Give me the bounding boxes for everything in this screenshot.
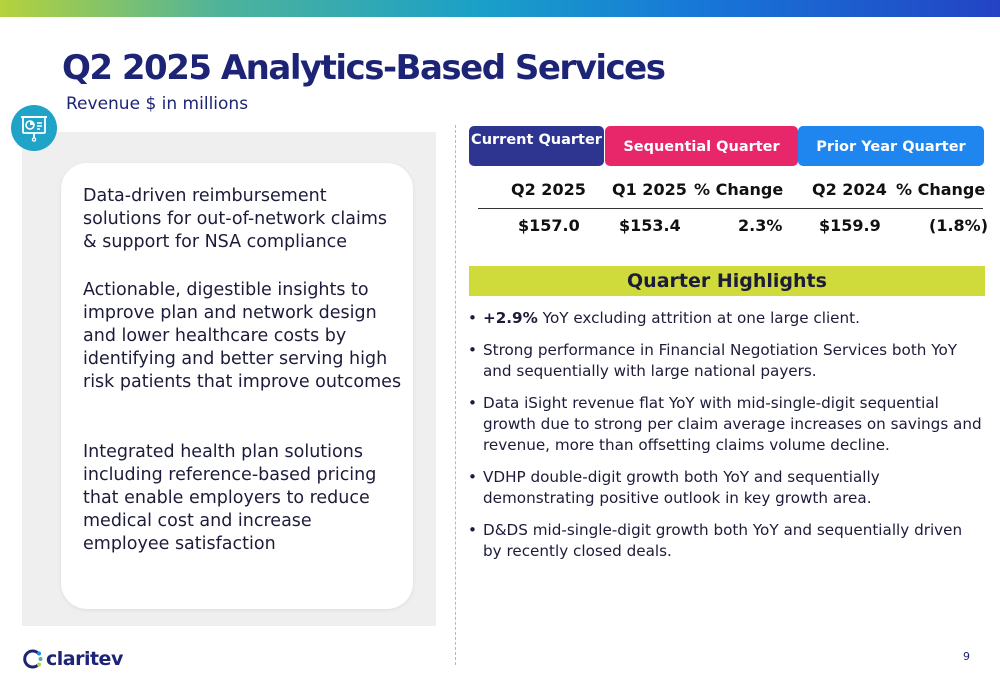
column-header-sequential-change: % Change	[694, 180, 784, 199]
highlights-title: Quarter Highlights	[627, 270, 827, 292]
claritev-logo	[22, 648, 123, 670]
column-header-q1-2025: Q1 2025	[612, 180, 687, 199]
column-header-q2-2024: Q2 2024	[812, 180, 887, 199]
header-current-quarter: Current Quarter	[469, 126, 604, 166]
highlight-item	[464, 308, 984, 329]
value-yoy-change: (1.8%)	[929, 216, 988, 235]
header-sequential-quarter: Sequential Quarter	[605, 126, 798, 166]
highlight-item: • D&DS mid-single-digit growth both YoY and sequentially driven by recently closed deals.	[464, 520, 984, 562]
value-q1-2025: $153.4	[619, 216, 681, 235]
highlights-title-bar	[469, 266, 985, 296]
highlight-item: • Strong performance in Financial Negotiation Services both YoY and sequentially with large national payers.	[464, 340, 984, 382]
column-header-yoy-change: % Change	[896, 180, 986, 199]
logo-wordmark: claritev	[46, 648, 123, 670]
page-title: Q2 2025 Analytics-Based Services	[62, 48, 665, 88]
presentation-chart-icon	[11, 105, 57, 151]
highlight-item: • Data iSight revenue flat YoY with mid-single-digit sequential growth due to strong per claim average increases on savings and revenue, more than offsetting claims volume decline.	[464, 393, 984, 456]
highlight-growth-text: YoY excluding attrition at one large client.	[537, 309, 860, 327]
page-number: 9	[963, 650, 970, 663]
description-paragraph-1: Data-driven reimbursement solutions for out-of-network claims & support for NSA compliance	[83, 186, 387, 252]
value-q2-2024: $159.9	[819, 216, 881, 235]
highlights-list	[464, 308, 984, 573]
description-paragraph-3: Integrated health plan solutions including reference-based pricing that enable employers to reduce medical cost and increase employee satisfaction	[83, 442, 377, 554]
page-subtitle: Revenue $ in millions	[66, 94, 249, 114]
header-prior-year-quarter: Prior Year Quarter	[798, 126, 984, 166]
value-q2-2025: $157.0	[518, 216, 580, 235]
description-paragraph-2: Actionable, digestible insights to improve plan and network design and lower healthcare costs by identifying and better serving high risk patients that improve outcomes	[83, 280, 402, 392]
description-card	[61, 163, 413, 609]
claritev-logo-mark-icon	[22, 648, 44, 670]
highlight-item: • VDHP double-digit growth both YoY and sequentially demonstrating positive outlook in key growth area.	[464, 467, 984, 509]
table-header-rule	[478, 208, 983, 209]
column-header-q2-2025: Q2 2025	[511, 180, 586, 199]
top-gradient-bar	[0, 0, 1000, 17]
highlight-growth-figure: +2.9%	[483, 309, 538, 327]
value-sequential-change: 2.3%	[738, 216, 783, 235]
vertical-divider	[455, 125, 456, 665]
